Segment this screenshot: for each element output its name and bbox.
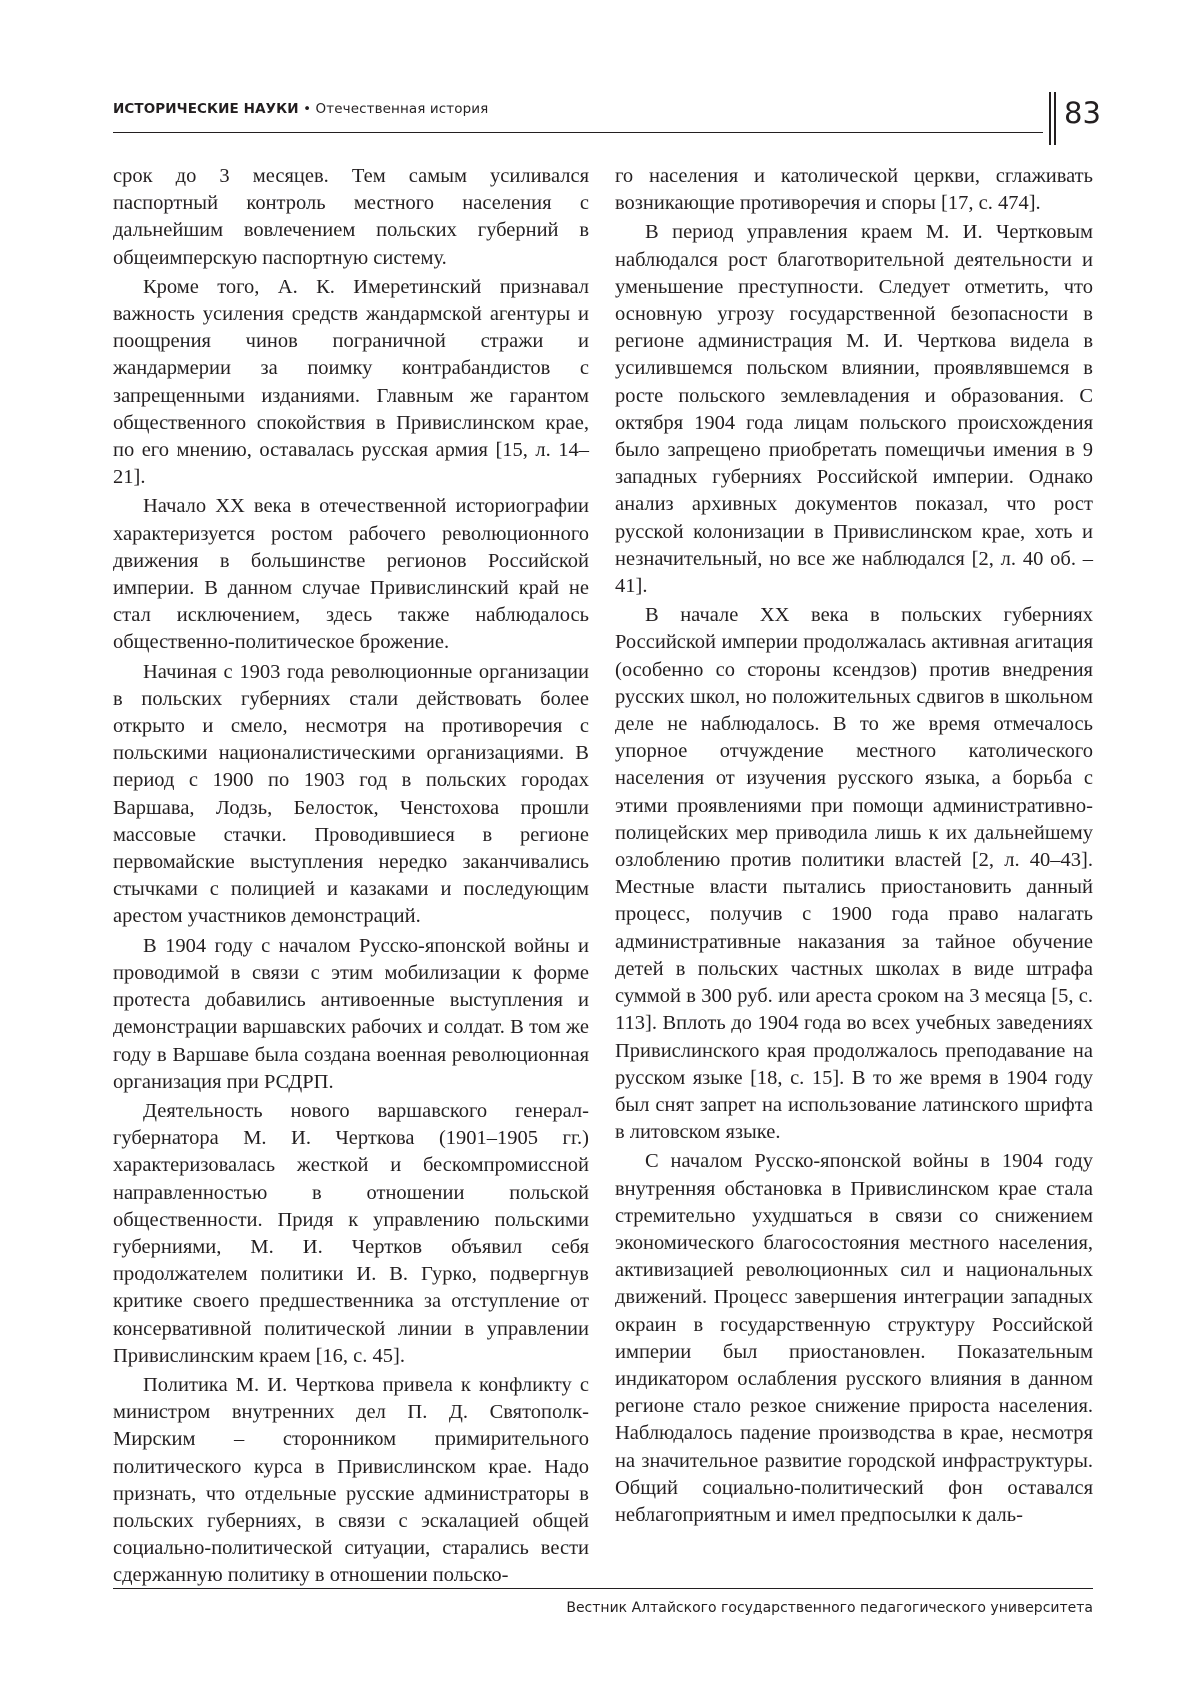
page-number-bars bbox=[1049, 92, 1057, 145]
paragraph: В начале XX века в польских губерниях Российской империи продолжалась активная агитация (особенно со стороны ксендзов) против внедрения русских школ, но положительных сдвигов в школьном деле не наблюдалось. В то же время отмечалось упорное отчуждение местного католического населения от изучения русского языка, а борьба с этими проявлениями при помощи административно-полицейских мер приводила лишь к их дальнейшему озлоблению против политики властей [2, л. 40–43]. Местные власти пытались приостановить данный процесс, получив с 1900 года право налагать административные наказания за тайное обучение детей в польских частных школах в виде штрафа суммой в 300 руб. или ареста сроком на 3 месяца [5, с. 113]. Вплоть до 1904 года во всех учебных заведениях Привислинского края продолжалось преподавание на русском языке [18, с. 15]. В то же время в 1904 году был снят запрет на использование латинского шрифта в литовском языке. bbox=[615, 604, 1093, 1144]
subsection-title: Отечественная история bbox=[315, 101, 489, 117]
left-column bbox=[113, 163, 589, 1590]
paragraph: го населения и католической церкви, сглаживать возникающие противоречия и споры [17, с. 474]. bbox=[615, 165, 1093, 215]
paragraph: срок до 3 месяцев. Тем самым усиливался паспортный контроль местного населения с дальнейшим вовлечением польских губерний в общеимперскую паспортную систему. bbox=[113, 165, 589, 269]
section-title: ИСТОРИЧЕСКИЕ НАУКИ bbox=[113, 101, 299, 117]
paragraph: Начало XX века в отечественной историографии характеризуется ростом рабочего революционного движения в большинстве регионов Российской империи. В данном случае Привислинский край не стал исключением, здесь также наблюдалось общественно-политическое брожение. bbox=[113, 495, 589, 654]
right-column bbox=[615, 163, 1093, 1529]
paragraph: В период управления краем М. И. Чертковым наблюдался рост благотворительной деятельности и уменьшение преступности. Следует отметить, что основную угрозу государственной безопасности в регионе администрация М. И. Черткова видела в усилившемся польском влиянии, проявлявшемся в росте польского землевладения и образования. С октября 1904 года лицам польского происхождения было запрещено приобретать помещичьи имения в 9 западных губерниях Российской империи. Однако анализ архивных документов показал, что рост русской колонизации в Привислинском крае, хоть и незначительный, но все же наблюдался [2, л. 40 об. – 41]. bbox=[615, 221, 1093, 598]
paragraph: Политика М. И. Черткова привела к конфликту с министром внутренних дел П. Д. Святополк-Мирским – сторонником примирительного политического курса в Привислинском крае. Надо признать, что отдельные русские администраторы в польских губерниях, в связи с эскалацией общей социально-политической ситуации, старались вести сдержанную политику в отношении польско- bbox=[113, 1373, 589, 1587]
footer-rule bbox=[113, 1588, 1093, 1589]
header-rule bbox=[113, 132, 1043, 133]
page-number: 83 bbox=[1064, 96, 1101, 130]
paragraph: Деятельность нового варшавского генерал-губернатора М. И. Черткова (1901–1905 гг.) характеризовалась жесткой и бескомпромиссной направленностью в отношении польской общественности. Придя к управлению польскими губерниями, М. И. Чертков объявил себя продолжателем политики И. В. Гурко, подвергнув критике своего предшественника за отступление от консервативной политической линии в управлении Привислинским краем [16, с. 45]. bbox=[113, 1099, 589, 1367]
paragraph: Начиная с 1903 года революционные организации в польских губерниях стали действовать более открыто и смело, несмотря на противоречия с польскими националистическими организациями. В период с 1900 по 1903 год в польских городах Варшава, Лодзь, Белосток, Ченстохова прошли массовые стачки. Проводившиеся в регионе первомайские выступления нередко заканчивались стычками с полицией и казаками и последующим арестом участников демонстраций. bbox=[113, 660, 589, 928]
paragraph: Кроме того, А. К. Имеретинский признавал важность усиления средств жандармской агентуры и поощрения чинов пограничной стражи и жандармерии за поимку контрабандистов с запрещенными изданиями. Главным же гарантом общественного спокойствия в Привислинском крае, по его мнению, оставалась русская армия [15, л. 14–21]. bbox=[113, 275, 589, 489]
separator: • bbox=[298, 101, 316, 117]
paragraph: С началом Русско-японской войны в 1904 году внутренняя обстановка в Привислинском крае стала стремительно ухудшаться в связи со снижением экономического благосостояния местного населения, активизацией революционных сил и национальных движений. Процесс завершения интеграции западных окраин в государственную структуру Российской империи был приостановлен. Показательным индикатором ослабления русского влияния в данном регионе стало резкое снижение прироста населения. Наблюдалось падение производства в крае, несмотря на значительное развитие городской инфраструктуры. Общий социально-политический фон оставался неблагоприятным и имел предпосылки к даль- bbox=[615, 1150, 1093, 1526]
journal-footer: Вестник Алтайского государственного педагогического университета bbox=[566, 1600, 1093, 1616]
running-head bbox=[113, 101, 488, 117]
paragraph: В 1904 году с началом Русско-японской войны и проводимой в связи с этим мобилизации к форме протеста добавились антивоенные выступления и демонстрации варшавских рабочих и солдат. В том же году в Варшаве была создана военная революционная организация при РСДРП. bbox=[113, 934, 589, 1093]
